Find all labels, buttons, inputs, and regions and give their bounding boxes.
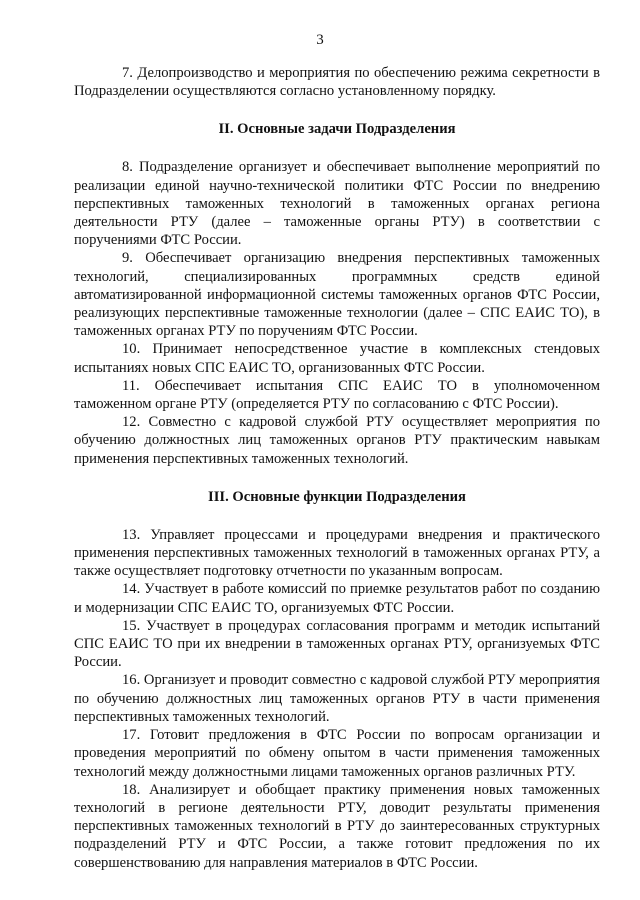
paragraph-14: 14. Участвует в работе комиссий по приемке результатов работ по созданию и модернизации СПС ЕАИС ТО, организуемых ФТС России. (74, 581, 600, 616)
paragraph-9: 9. Обеспечивает организацию внедрения перспективных таможенных технологий, специализированных программных средств единой автоматизированной информационной системы таможенных органов ФТС России, реализующих перспективные таможенные технологии (далее – СПС ЕАИС ТО), в таможенных органах РТУ по поручениям ФТС России. (74, 250, 600, 340)
paragraph-8: 8. Подразделение организует и обеспечивает выполнение мероприятий по реализации единой научно-технической политики ФТС России по внедрению перспективных таможенных технологий в таможенных органах региона деятельности РТУ (далее – таможенные органы РТУ) в соответствии с поручениями ФТС России. (74, 159, 600, 249)
paragraph-13: 13. Управляет процессами и процедурами внедрения и практического применения перспективных таможенных технологий в таможенных органах РТУ, а также осуществляет подготовку отчетности по указанным вопросам. (74, 526, 600, 580)
paragraph-12: 12. Совместно с кадровой службой РТУ осуществляет мероприятия по обучению должностных лиц таможенных органов РТУ практическим навыкам применения перспективных таможенных технологий. (74, 414, 600, 467)
paragraph-15: 15. Участвует в процедурах согласования программ и методик испытаний СПС ЕАИС ТО при их внедрении в таможенных органах РТУ, организуемых ФТС России. (74, 617, 600, 671)
paragraph-10: 10. Принимает непосредственное участие в комплексных стендовых испытаниях новых СПС ЕАИС ТО, организованных ФТС России. (74, 341, 600, 376)
paragraph-11: 11. Обеспечивает испытания СПС ЕАИС ТО в уполномоченном таможенном органе РТУ (определяется РТУ по согласованию с ФТС России). (74, 377, 600, 413)
page-number: 3 (316, 32, 324, 48)
section-2-heading: II. Основные задачи Подразделения (218, 121, 456, 138)
paragraph-16: 16. Организует и проводит совместно с кадровой службой РТУ мероприятия по обучению должностных лиц таможенных органов РТУ в части применения перспективных таможенных технологий. (74, 672, 600, 725)
paragraph-7: 7. Делопроизводство и мероприятия по обеспечению режима секретности в Подразделении осуществляются согласно установленному порядку. (74, 65, 600, 100)
paragraph-17: 17. Готовит предложения в ФТС России по вопросам организации и проведения мероприятий по обмену опытом в части применения таможенных технологий между должностными лицами таможенных органов различных РТУ. (74, 727, 600, 780)
paragraph-18: 18. Анализирует и обобщает практику применения новых таможенных технологий в регионе деятельности РТУ, доводит результаты применения перспективных таможенных технологий в РТУ до заинтересованных структурных подразделений РТУ и ФТС России, а также готовит предложения по их совершенствованию для направления материалов в ФТС России. (74, 781, 600, 871)
section-3-heading: III. Основные функции Подразделения (208, 488, 466, 505)
document-body (74, 64, 600, 872)
